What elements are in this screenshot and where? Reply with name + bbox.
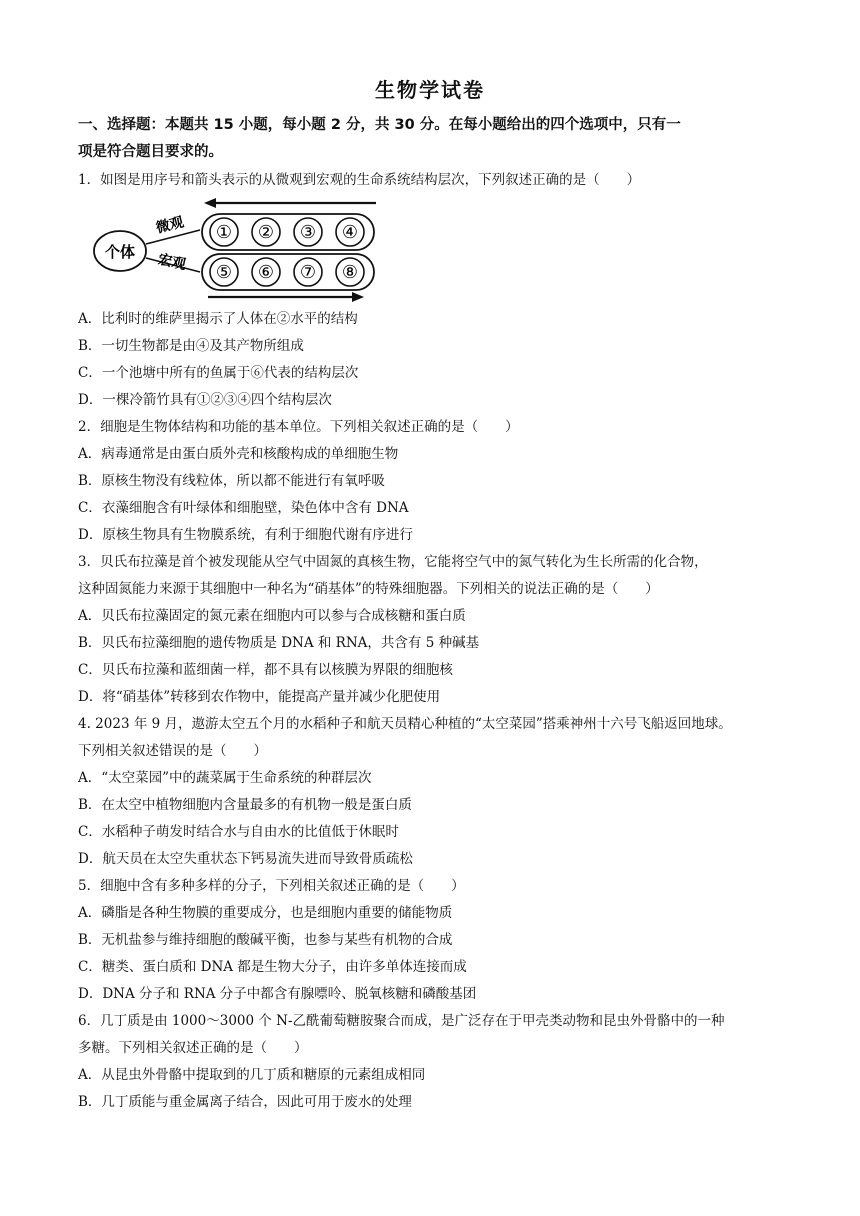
page-title: 生物学试卷 bbox=[375, 78, 485, 102]
life-system-hierarchy-diagram bbox=[88, 196, 388, 304]
question-1-option-a: A．比利时的维萨里揭示了人体在②水平的结构 bbox=[78, 311, 358, 327]
node-3-label: ③ bbox=[299, 222, 317, 243]
question-4-stem-line-1: 4. 2023 年 9 月，遨游太空五个月的水稻种子和航天员精心种植的“太空菜园”搭乘神州十六号飞船返回地球。 bbox=[78, 716, 732, 732]
question-2-stem: 2．细胞是生物体结构和功能的基本单位。下列相关叙述正确的是（ ） bbox=[78, 419, 519, 435]
node-1-label: ① bbox=[215, 222, 233, 243]
node-2-label: ② bbox=[257, 222, 275, 243]
question-4-option-b: B．在太空中植物细胞内含量最多的有机物一般是蛋白质 bbox=[78, 797, 412, 813]
micro-label: 微观 bbox=[154, 214, 186, 237]
individual-label: 个体 bbox=[104, 243, 136, 261]
question-5-option-d: D．DNA 分子和 RNA 分子中都含有腺嘌呤、脱氧核糖和磷酸基团 bbox=[78, 986, 477, 1002]
node-8-label: ⑧ bbox=[341, 262, 359, 283]
question-1-option-c: C．一个池塘中所有的鱼属于⑥代表的结构层次 bbox=[78, 365, 359, 381]
question-3-stem-line-1: 3．贝氏布拉藻是首个被发现能从空气中固氮的真核生物，它能将空气中的氮气转化为生长所需的化合物， bbox=[78, 554, 708, 570]
section-heading-line-2: 项是符合题目要求的。 bbox=[78, 144, 223, 160]
question-5-option-b: B．无机盐参与维持细胞的酸碱平衡，也参与某些有机物的合成 bbox=[78, 932, 453, 948]
question-3-option-c: C．贝氏布拉藻和蓝细菌一样，都不具有以核膜为界限的细胞核 bbox=[78, 662, 453, 678]
question-1-option-b: B．一切生物都是由④及其产物所组成 bbox=[78, 338, 304, 354]
question-4-stem-line-2: 下列相关叙述错误的是（ ） bbox=[78, 743, 267, 759]
section-heading-line-1: 一、选择题：本题共 15 小题，每小题 2 分，共 30 分。在每小题给出的四个选项中，只有一 bbox=[78, 117, 681, 133]
question-1-option-d: D．一棵冷箭竹具有①②③④四个结构层次 bbox=[78, 392, 332, 408]
bottom-arrow-head bbox=[352, 292, 364, 302]
question-1-stem: 1．如图是用序号和箭头表示的从微观到宏观的生命系统结构层次，下列叙述正确的是（ ） bbox=[78, 172, 641, 188]
question-6-stem-line-1: 6．几丁质是由 1000～3000 个 N-乙酰葡萄糖胺聚合而成，是广泛存在于甲壳类动物和昆虫外骨骼中的一种 bbox=[78, 1013, 725, 1029]
node-7-label: ⑦ bbox=[299, 262, 317, 283]
question-2-option-c: C．衣藻细胞含有叶绿体和细胞壁，染色体中含有 DNA bbox=[78, 500, 409, 516]
question-4-option-a: A．“太空菜园”中的蔬菜属于生命系统的种群层次 bbox=[78, 770, 372, 786]
question-2-option-a: A．病毒通常是由蛋白质外壳和核酸构成的单细胞生物 bbox=[78, 446, 399, 462]
question-3-stem-line-2: 这种固氮能力来源于其细胞中一种名为“硝基体”的特殊细胞器。下列相关的说法正确的是（ ） bbox=[78, 581, 659, 597]
question-3-option-a: A．贝氏布拉藻固定的氮元素在细胞内可以参与合成核糖和蛋白质 bbox=[78, 608, 466, 624]
macro-label: 宏观 bbox=[156, 251, 188, 274]
question-2-option-d: D．原核生物具有生物膜系统，有利于细胞代谢有序进行 bbox=[78, 527, 413, 543]
question-5-option-c: C．糖类、蛋白质和 DNA 都是生物大分子，由许多单体连接而成 bbox=[78, 959, 467, 975]
node-5-label: ⑤ bbox=[215, 262, 233, 283]
node-4-label: ④ bbox=[341, 222, 359, 243]
question-5-stem: 5．细胞中含有多种多样的分子，下列相关叙述正确的是（ ） bbox=[78, 878, 465, 894]
question-4-option-d: D．航天员在太空失重状态下钙易流失进而导致骨质疏松 bbox=[78, 851, 413, 867]
question-4-option-c: C．水稻种子萌发时结合水与自由水的比值低于休眠时 bbox=[78, 824, 399, 840]
question-6-stem-line-2: 多糖。下列相关叙述正确的是（ ） bbox=[78, 1040, 308, 1056]
node-6-label: ⑥ bbox=[257, 262, 275, 283]
question-6-option-a: A．从昆虫外骨骼中提取到的几丁质和糖原的元素组成相同 bbox=[78, 1067, 426, 1083]
top-arrow-head bbox=[204, 198, 216, 208]
question-3-option-d: D．将“硝基体”转移到农作物中，能提高产量并减少化肥使用 bbox=[78, 689, 441, 705]
question-5-option-a: A．磷脂是各种生物膜的重要成分，也是细胞内重要的储能物质 bbox=[78, 905, 453, 921]
question-3-option-b: B．贝氏布拉藻细胞的遗传物质是 DNA 和 RNA，共含有 5 种碱基 bbox=[78, 635, 480, 651]
question-2-option-b: B．原核生物没有线粒体，所以都不能进行有氧呼吸 bbox=[78, 473, 385, 489]
question-6-option-b: B．几丁质能与重金属离子结合，因此可用于废水的处理 bbox=[78, 1094, 412, 1110]
section-heading bbox=[78, 112, 788, 166]
